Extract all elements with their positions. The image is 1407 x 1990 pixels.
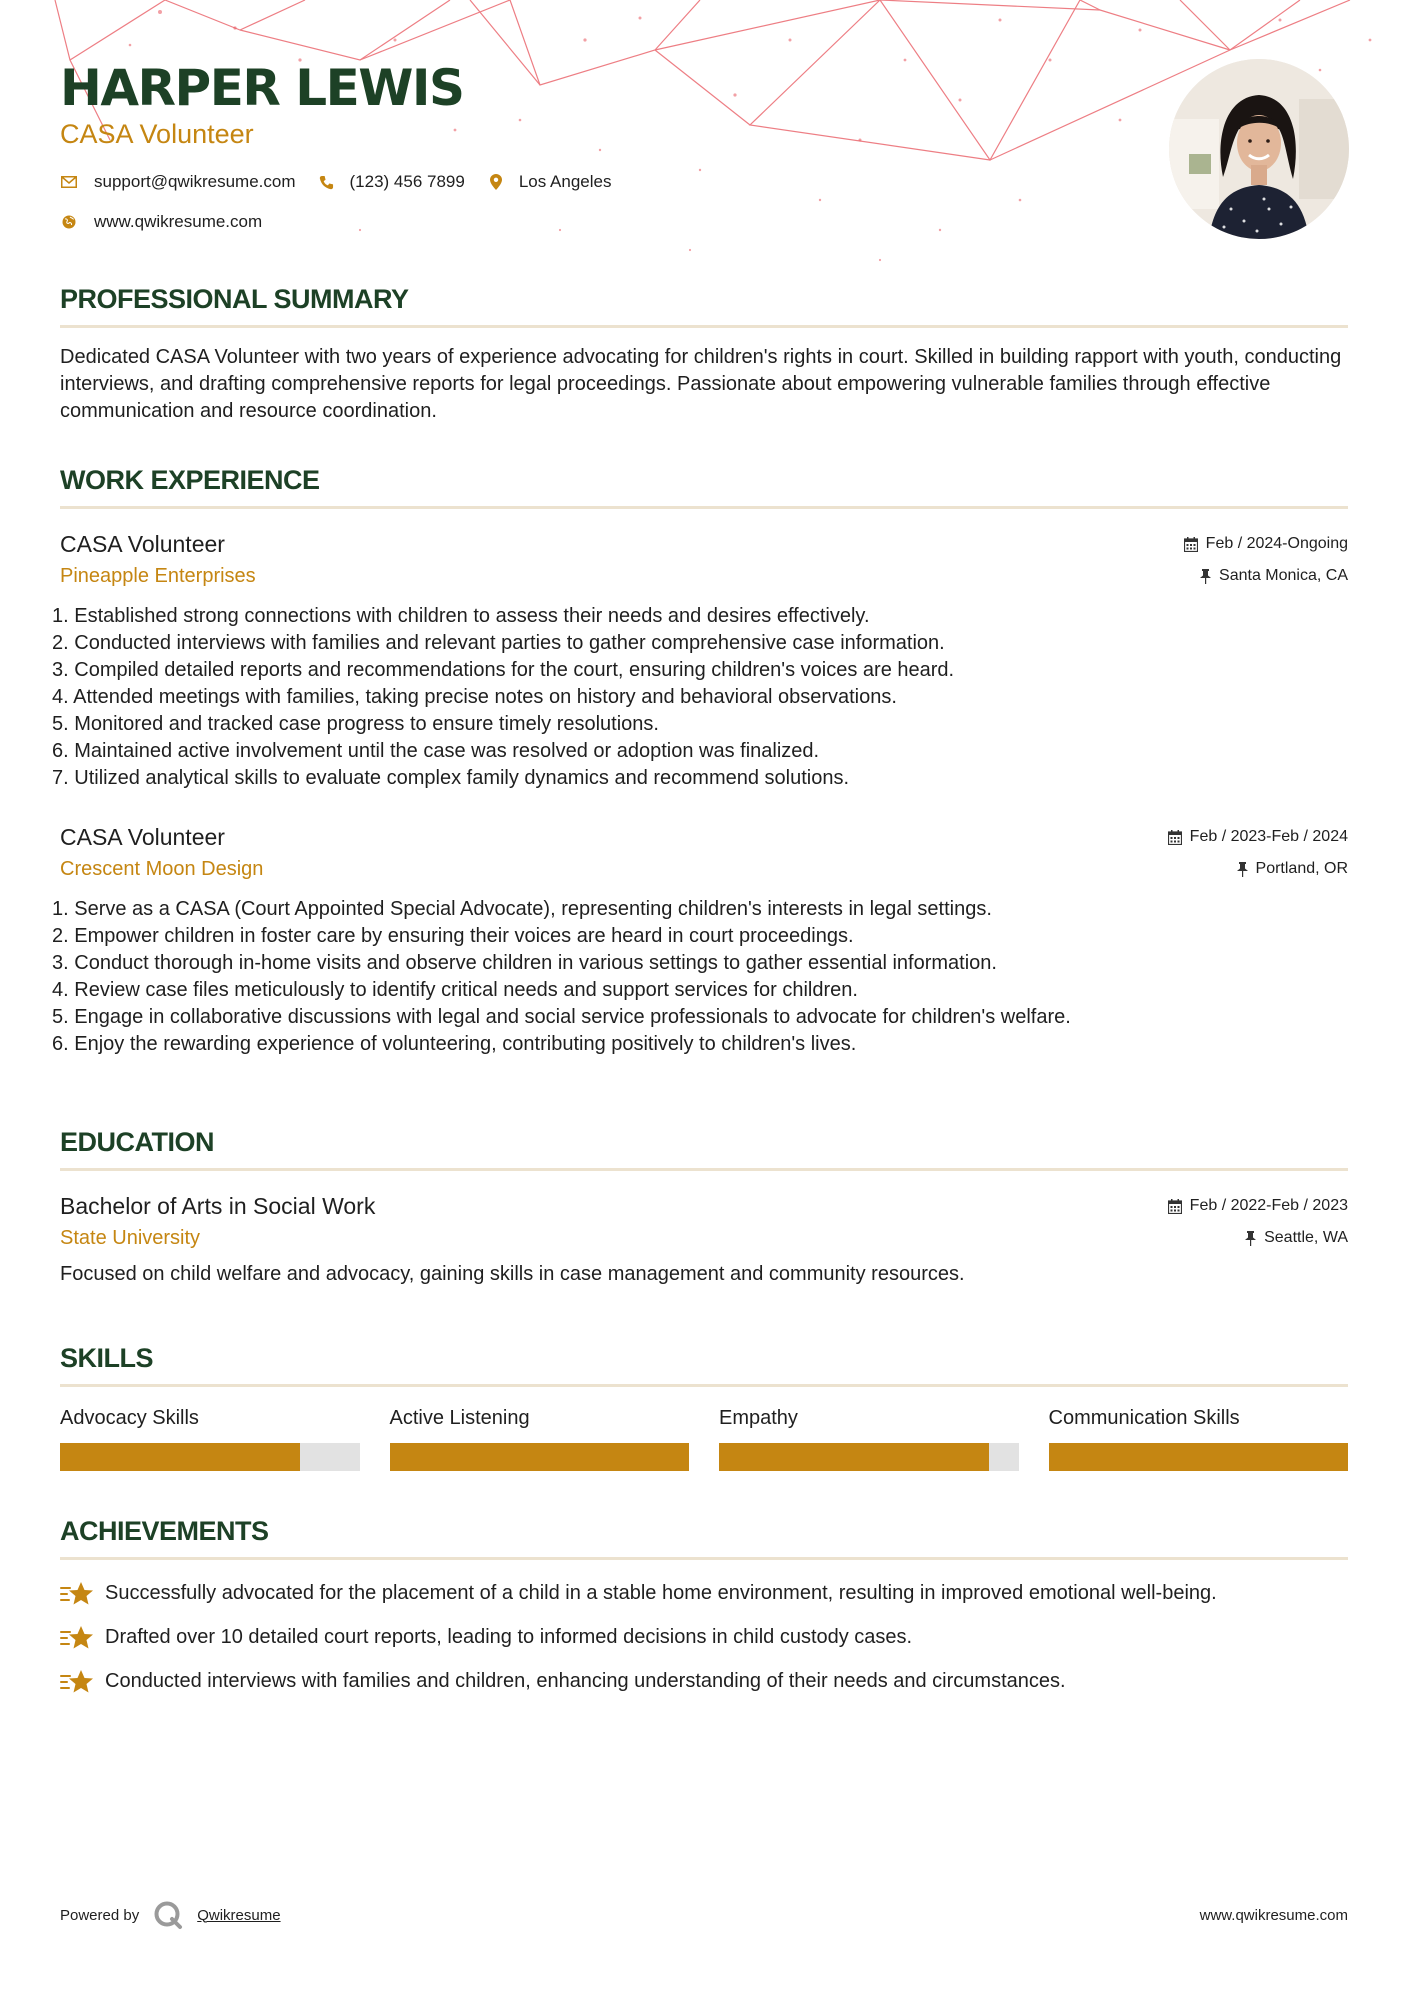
job-title: CASA Volunteer (60, 824, 225, 850)
education-meta (1168, 1195, 1348, 1249)
skill-level-bar (719, 1443, 1019, 1471)
duty-item: Engage in collaborative discussions with legal and social service professionals to advocate for children's welfare. (74, 1006, 1071, 1028)
job-meta (1168, 826, 1348, 880)
map-pin-icon (487, 173, 505, 191)
job-entry (60, 822, 1348, 1058)
job-location (1168, 858, 1348, 880)
skill-item (390, 1405, 690, 1471)
job-dates-text: Feb / 2024-Ongoing (1205, 535, 1348, 552)
contact-email[interactable] (60, 172, 296, 192)
duty-item: Maintained active involvement until the case was resolved or adoption was finalized. (74, 740, 820, 762)
shooting-star-icon (60, 1668, 94, 1696)
skill-item (1049, 1405, 1349, 1471)
job-company: Crescent Moon Design (60, 858, 264, 880)
pushpin-icon (1200, 569, 1211, 584)
calendar-icon (1168, 830, 1182, 845)
candidate-name: HARPER LEWIS (60, 59, 464, 117)
section-divider (60, 1557, 1348, 1560)
duty-item: Review case files meticulously to identify critical needs and support services for children. (74, 979, 858, 1001)
education-dates (1168, 1195, 1348, 1217)
job-dates-text: Feb / 2023-Feb / 2024 (1189, 828, 1348, 845)
summary-section (60, 283, 1348, 425)
shooting-star-icon (60, 1580, 94, 1608)
achievement-item (60, 1580, 1348, 1608)
section-title-summary: PROFESSIONAL SUMMARY (60, 284, 409, 314)
contact-phone[interactable] (318, 172, 465, 192)
section-title-achievements: ACHIEVEMENTS (60, 1516, 269, 1546)
phone-text: (123) 456 7899 (349, 172, 465, 191)
envelope-icon (60, 173, 78, 191)
job-company: Pineapple Enterprises (60, 565, 256, 587)
section-title-skills: SKILLS (60, 1343, 154, 1373)
degree: Bachelor of Arts in Social Work (60, 1193, 376, 1219)
achievement-text: Drafted over 10 detailed court reports, leading to informed decisions in child custody cases. (105, 1626, 913, 1648)
section-divider (60, 1168, 1348, 1171)
skill-level-fill (719, 1443, 989, 1471)
section-title-experience: WORK EXPERIENCE (60, 465, 320, 495)
job-dates (1184, 533, 1348, 555)
job-duties (52, 896, 1348, 1058)
education-dates-text: Feb / 2022-Feb / 2023 (1189, 1197, 1348, 1214)
school: State University (60, 1227, 201, 1249)
skill-name: Communication Skills (1048, 1407, 1240, 1429)
skill-level-bar (60, 1443, 360, 1471)
education-location-text: Seattle, WA (1264, 1229, 1348, 1246)
achievements-list (60, 1580, 1348, 1696)
achievement-item (60, 1668, 1348, 1696)
website-text: www.qwikresume.com (94, 212, 263, 231)
skill-name: Advocacy Skills (60, 1407, 199, 1429)
job-location-text: Santa Monica, CA (1219, 567, 1348, 584)
duty-item: Empower children in foster care by ensuring their voices are heard in court proceedings. (74, 925, 854, 947)
duty-item: Serve as a CASA (Court Appointed Special Advocate), representing children's interests in legal settings. (74, 898, 992, 920)
duty-item: Conduct thorough in-home visits and observe children in various settings to gather essential information. (74, 952, 997, 974)
qwikresume-logo-icon (153, 1900, 183, 1930)
education-location (1168, 1227, 1348, 1249)
job-dates (1168, 826, 1348, 848)
job-entry (60, 529, 1348, 792)
contact-website[interactable] (60, 212, 262, 232)
globe-icon (60, 213, 78, 231)
experience-section (60, 464, 1348, 1058)
job-location (1184, 565, 1348, 587)
duty-item: Monitored and tracked case progress to ensure timely resolutions. (74, 713, 659, 735)
skill-item (60, 1405, 360, 1471)
skill-name: Empathy (719, 1407, 798, 1429)
education-section (60, 1126, 1348, 1288)
duty-item: Attended meetings with families, taking precise notes on history and behavioral observations. (73, 686, 897, 708)
calendar-icon (1184, 537, 1198, 552)
phone-icon (318, 173, 336, 191)
duty-item: Established strong connections with children to assess their needs and desires effectively. (74, 605, 870, 627)
qwikresume-link[interactable]: Qwikresume (197, 1906, 281, 1924)
candidate-role: CASA Volunteer (60, 119, 254, 149)
skill-item (719, 1405, 1019, 1471)
skill-level-fill (60, 1443, 300, 1471)
job-meta (1184, 533, 1348, 587)
duty-item: Compiled detailed reports and recommendations for the court, ensuring children's voices are heard. (74, 659, 955, 681)
skills-section (60, 1342, 1348, 1471)
skills-grid (60, 1405, 1348, 1471)
section-title-education: EDUCATION (60, 1127, 214, 1157)
shooting-star-icon (60, 1624, 94, 1652)
pushpin-icon (1237, 862, 1248, 877)
footer-url[interactable]: www.qwikresume.com (1199, 1906, 1348, 1924)
summary-text: Dedicated CASA Volunteer with two years of experience advocating for children's rights in court. Skilled in building rapport with youth, conducting interviews, and drafting comprehensive reports for legal proceedings. Passionate about empowering vulnerable families through effective communication and resource coordination. (60, 346, 1342, 422)
education-description: Focused on child welfare and advocacy, gaining skills in case management and community resources. (60, 1263, 965, 1285)
location-text: Los Angeles (518, 172, 612, 191)
section-divider (60, 506, 1348, 509)
achievements-section (60, 1515, 1348, 1712)
achievement-text: Conducted interviews with families and children, enhancing understanding of their needs and circumstances. (105, 1670, 1066, 1692)
achievement-text: Successfully advocated for the placement of a child in a stable home environment, resulting in improved emotional well-being. (105, 1582, 1217, 1604)
profile-photo (1169, 59, 1349, 239)
section-divider (60, 325, 1348, 328)
contact-row-website (60, 212, 633, 232)
skill-name: Active Listening (389, 1407, 530, 1429)
duty-item: Utilized analytical skills to evaluate complex family dynamics and recommend solutions. (74, 767, 850, 789)
job-title: CASA Volunteer (60, 531, 225, 557)
achievement-item (60, 1624, 1348, 1652)
job-location-text: Portland, OR (1255, 860, 1348, 877)
powered-by-text: Powered by (60, 1906, 140, 1924)
resume-header (60, 58, 633, 232)
contact-location (487, 172, 612, 192)
skill-level-fill (1049, 1443, 1349, 1471)
job-duties (52, 603, 1348, 792)
duty-item: Conducted interviews with families and relevant parties to gather comprehensive case information. (74, 632, 945, 654)
pushpin-icon (1245, 1231, 1256, 1246)
skill-level-fill (390, 1443, 690, 1471)
calendar-icon (1168, 1199, 1182, 1214)
section-divider (60, 1384, 1348, 1387)
skill-level-bar (390, 1443, 690, 1471)
education-entry (60, 1191, 1348, 1288)
skill-level-bar (1049, 1443, 1349, 1471)
footer (60, 1900, 1348, 1930)
contact-row (60, 172, 633, 192)
duty-item: Enjoy the rewarding experience of volunteering, contributing positively to children's lives. (74, 1033, 857, 1055)
email-text: support@qwikresume.com (94, 172, 296, 191)
